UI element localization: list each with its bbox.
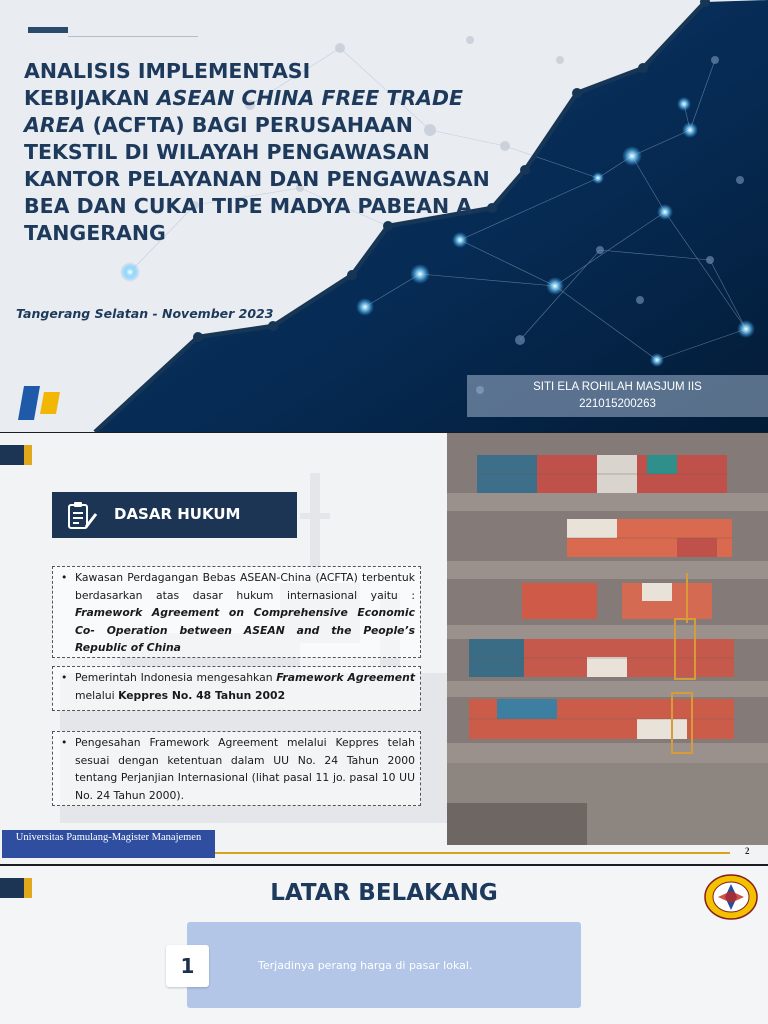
legal-point bbox=[52, 731, 421, 806]
logo-icon bbox=[18, 386, 62, 420]
accent-bar bbox=[28, 27, 68, 33]
clipboard-icon bbox=[66, 502, 98, 530]
legal-point bbox=[52, 666, 421, 711]
point-text: Terjadinya perang harga di pasar lokal. bbox=[258, 959, 473, 972]
footer-divider bbox=[215, 852, 730, 854]
title-line: KANTOR PELAYANAN DAN PENGAWASAN bbox=[24, 167, 490, 191]
presentation-title bbox=[24, 58, 494, 247]
point-text: melalui bbox=[75, 688, 119, 702]
point-text: Kawasan Perdagangan Bebas ASEAN-China (ACFTA) terbentuk berdasarkan atas dasar hukum internasional yaitu : bbox=[75, 571, 415, 602]
bullet: • bbox=[61, 736, 68, 749]
title-slide bbox=[0, 0, 768, 432]
title-line: KEBIJAKAN bbox=[24, 86, 157, 110]
author-name: SITI ELA ROHILAH MASJUM IIS bbox=[533, 381, 702, 393]
title-line: (ACFTA) BAGI PERUSAHAAN bbox=[85, 113, 413, 137]
corner-accent bbox=[0, 445, 34, 465]
point-text: Pengesahan Framework Agreement melalui Keppres telah sesuai dengan ketentuan dalam UU No. 24 Tahun 2000 tentang Perjanjian Internasional (lihat pasal 11 jo. pasal 10 UU No. 24 Tahun 2000). bbox=[75, 736, 415, 802]
page-number: 2 bbox=[745, 846, 750, 856]
title-line-italic: AREA bbox=[24, 113, 86, 137]
bullet: • bbox=[61, 671, 68, 684]
point-text-italic: Framework Agreement on Comprehensive Economic Co- Operation between ASEAN and the bbox=[75, 606, 415, 637]
heading-label: DASAR HUKUM bbox=[114, 505, 241, 523]
point-text-italic: Framework Agreement bbox=[276, 671, 415, 684]
point-text: Pemerintah Indonesia mengesahkan bbox=[75, 671, 277, 684]
container-port-image bbox=[447, 433, 768, 845]
point-text-bold: Keppres No. 48 Tahun 2002 bbox=[118, 688, 286, 702]
point-number: 1 bbox=[166, 945, 209, 987]
point-text-italic: People’s Republic of China bbox=[75, 623, 416, 655]
accent-line bbox=[68, 36, 198, 37]
title-line: TANGERANG bbox=[24, 221, 166, 245]
author-id: 221015200263 bbox=[579, 398, 656, 410]
legal-point bbox=[52, 566, 421, 658]
university-footer: Universitas Pamulang-Magister Manajemen bbox=[2, 830, 215, 858]
title-line: TEKSTIL DI WILAYAH PENGAWASAN bbox=[24, 140, 430, 164]
title-line-italic: ASEAN CHINA FREE TRADE bbox=[156, 86, 464, 110]
place-date: Tangerang Selatan - November 2023 bbox=[16, 306, 274, 321]
legal-basis-slide bbox=[0, 433, 768, 864]
university-emblem-icon bbox=[704, 874, 758, 920]
background-slide bbox=[0, 866, 768, 1024]
title-line: BEA DAN CUKAI TIPE MADYA PABEAN A bbox=[24, 194, 473, 218]
author-box bbox=[467, 375, 768, 417]
section-title: LATAR BELAKANG bbox=[270, 880, 498, 906]
section-heading bbox=[52, 492, 297, 538]
title-line: ANALISIS IMPLEMENTASI bbox=[24, 59, 311, 83]
bullet: • bbox=[61, 571, 68, 584]
